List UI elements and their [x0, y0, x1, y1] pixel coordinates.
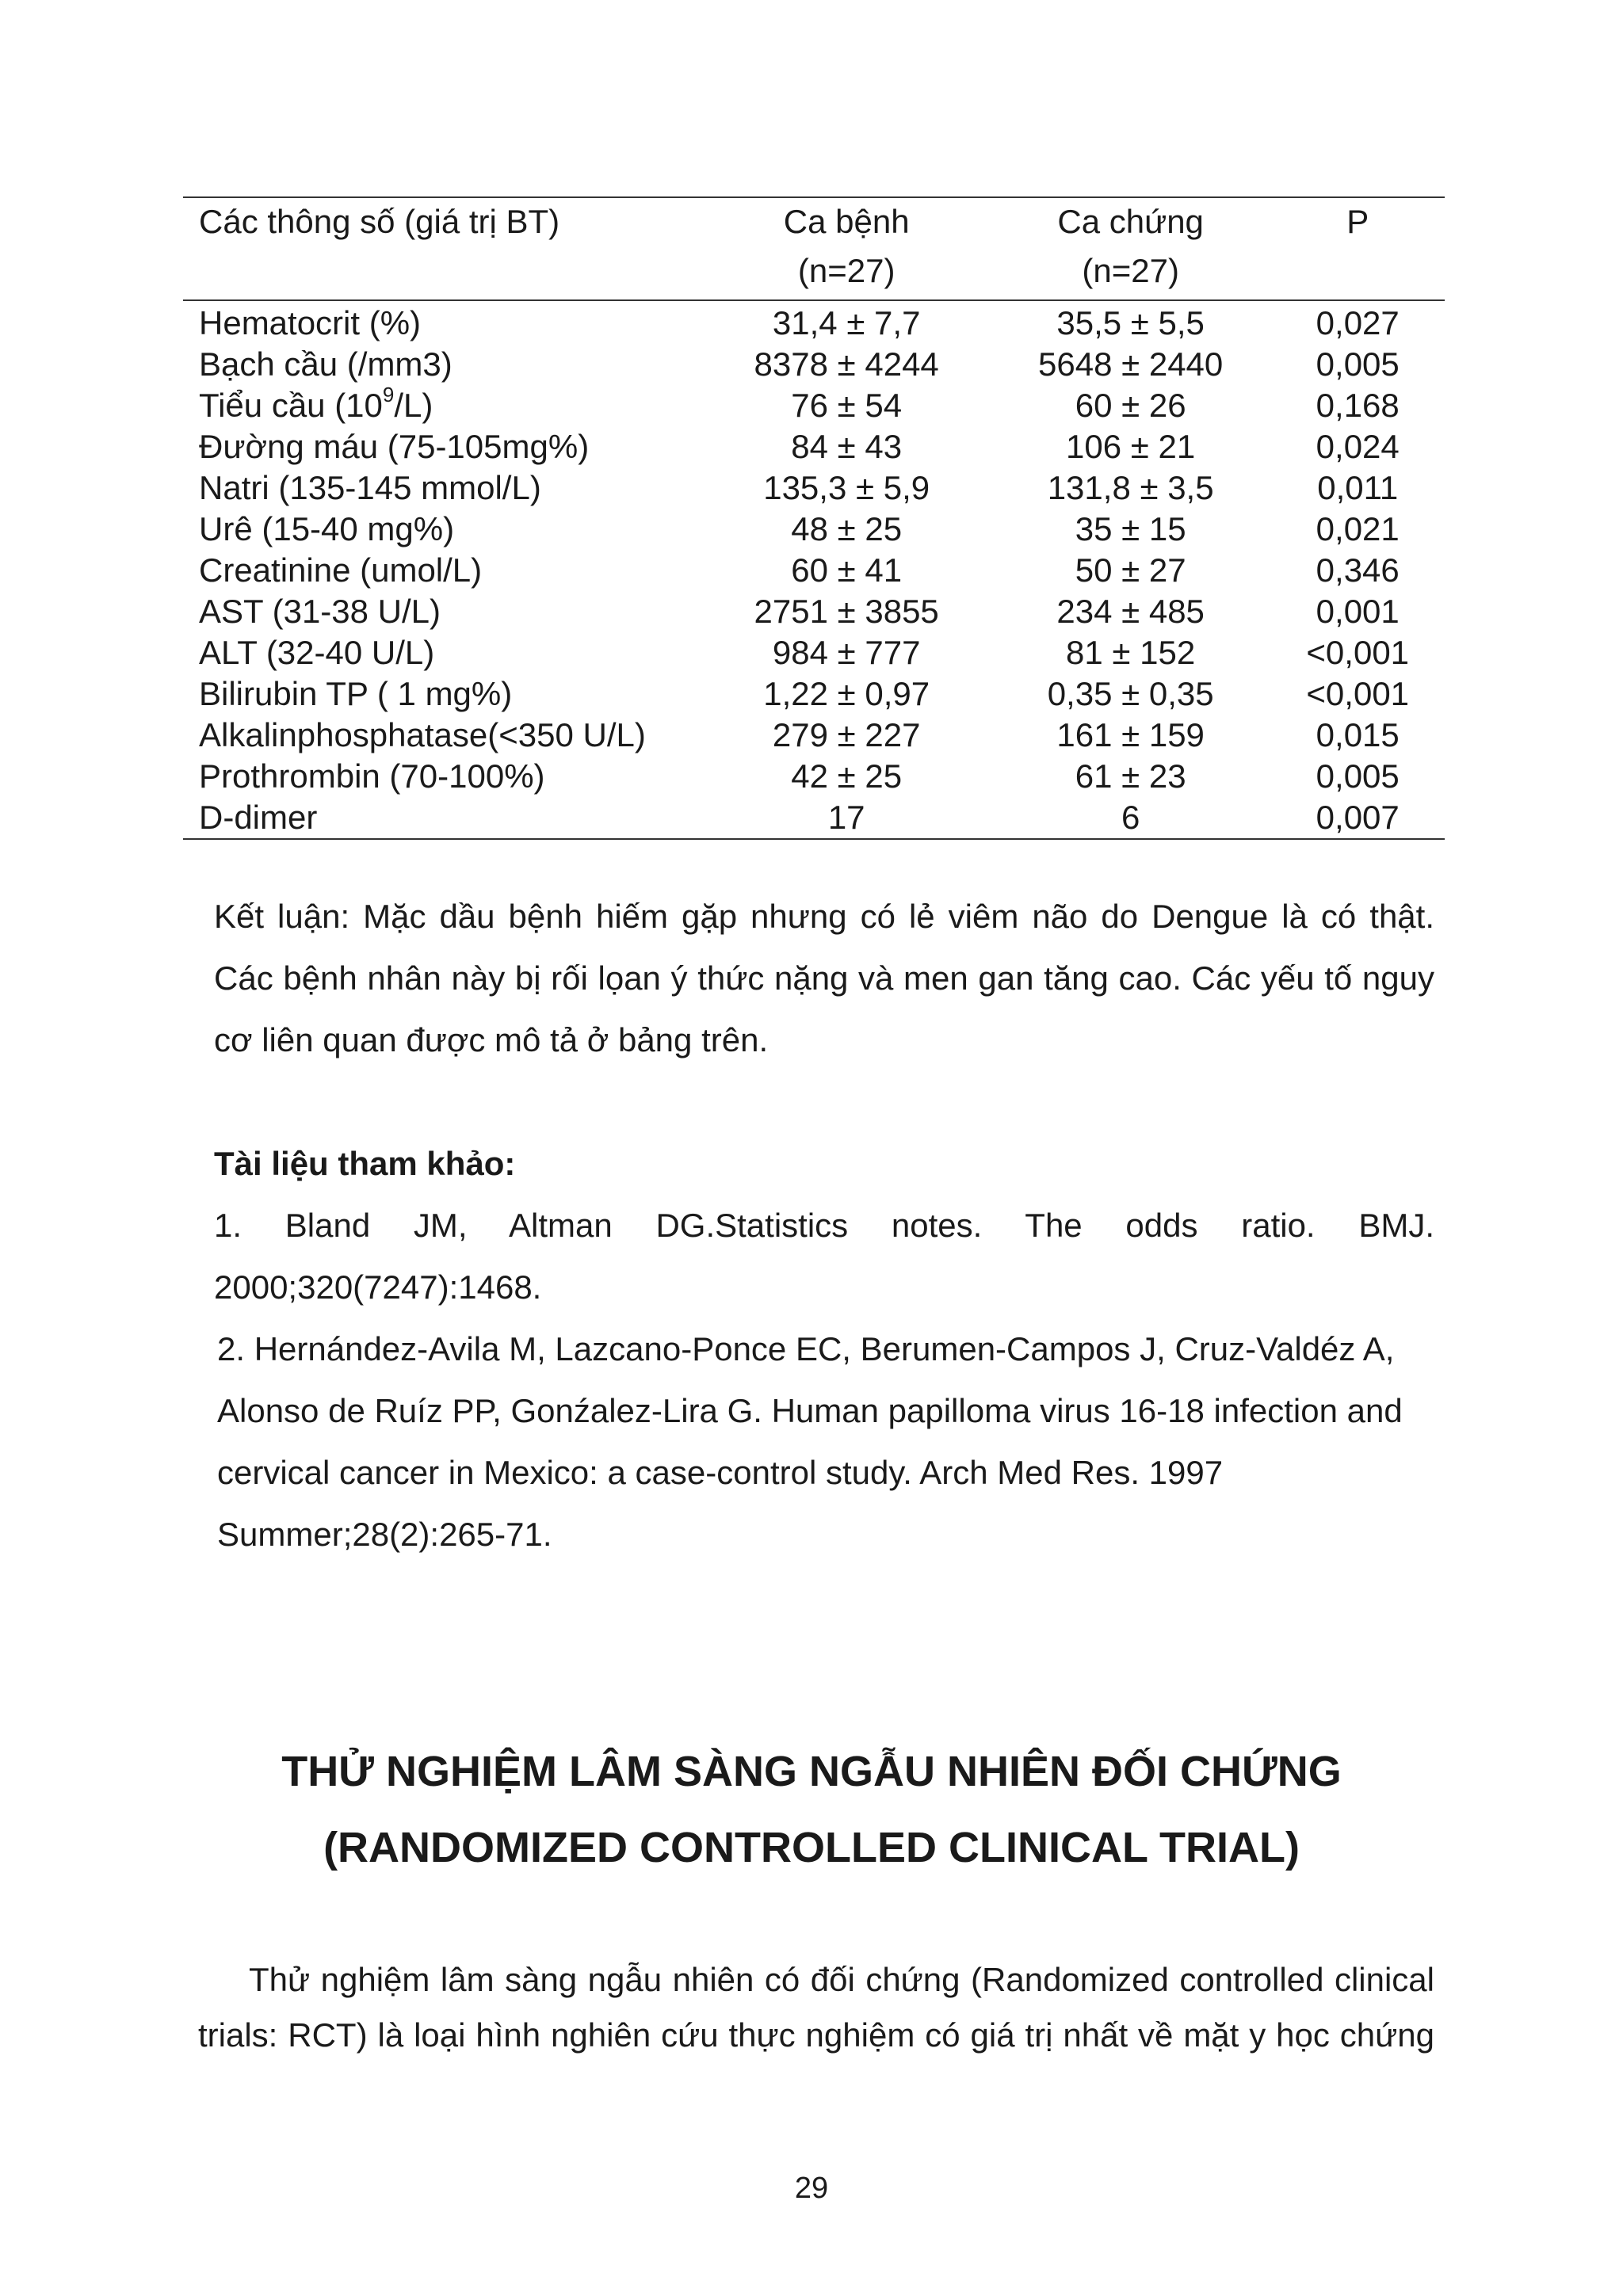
- p-cell: 0,168: [1316, 387, 1400, 424]
- case-cell: 984 ± 777: [772, 634, 921, 671]
- p-cell: 0,027: [1316, 304, 1400, 341]
- param-cell: Đường máu (75-105mg%): [199, 428, 590, 465]
- table-row: [183, 426, 1445, 467]
- table-row: [183, 797, 1445, 839]
- case-cell: 31,4 ± 7,7: [772, 304, 921, 341]
- table-row: [183, 756, 1445, 797]
- case-cell: 48 ± 25: [791, 510, 903, 547]
- header-case: Ca bệnh: [783, 203, 910, 240]
- p-cell: <0,001: [1306, 634, 1410, 671]
- table-row: [183, 385, 1445, 426]
- param-prefix: Tiểu cầu (10: [199, 387, 383, 424]
- p-cell: 0,007: [1316, 799, 1400, 836]
- p-cell: 0,024: [1316, 428, 1400, 465]
- p-cell: 0,011: [1317, 469, 1399, 506]
- header-parameter-blank: [183, 250, 703, 300]
- param-cell: Hematocrit (%): [199, 304, 422, 341]
- param-cell: D-dimer: [199, 799, 318, 836]
- table-row: [183, 715, 1445, 756]
- case-cell: 8378 ± 4244: [754, 345, 939, 383]
- control-cell: 131,8 ± 3,5: [1047, 469, 1214, 506]
- section-title-line: (RANDOMIZED CONTROLLED CLINICAL TRIAL): [323, 1824, 1300, 1871]
- section-title: [0, 1733, 1623, 1886]
- param-cell: Prothrombin (70-100%): [199, 757, 545, 795]
- control-cell: 161 ± 159: [1056, 716, 1205, 753]
- control-cell: 234 ± 485: [1056, 593, 1205, 630]
- param-cell: AST (31-38 U/L): [199, 593, 441, 630]
- param-superscript: 9: [382, 383, 395, 406]
- header-p-value: P: [1346, 203, 1369, 240]
- table-header-row-n: [183, 250, 1445, 300]
- table-row: [183, 632, 1445, 673]
- case-cell: 60 ± 41: [791, 551, 903, 589]
- param-cell: Natri (135-145 mmol/L): [199, 469, 541, 506]
- case-cell: 2751 ± 3855: [754, 593, 939, 630]
- page-number: 29: [794, 2172, 829, 2205]
- conclusion-paragraph: Kết luận: Mặc dầu bệnh hiếm gặp nhưng có lẻ viêm não do Dengue là có thật. Các bệnh nhân này bị rối lọan ý thức nặng và men gan tăng cao. Các yếu tố nguy cơ liên quan được mô tả ở bảng trên.: [214, 898, 1434, 1058]
- header-control: Ca chứng: [1057, 203, 1204, 240]
- case-cell: 1,22 ± 0,97: [763, 675, 930, 712]
- control-cell: 61 ± 23: [1075, 757, 1186, 795]
- control-cell: 35,5 ± 5,5: [1056, 304, 1205, 341]
- header-control-n: (n=27): [1082, 252, 1179, 289]
- case-cell: 84 ± 43: [791, 428, 903, 465]
- p-cell: <0,001: [1306, 675, 1410, 712]
- control-cell: 0,35 ± 0,35: [1047, 675, 1214, 712]
- p-cell: 0,005: [1316, 757, 1400, 795]
- param-cell: Urê (15-40 mg%): [199, 510, 455, 547]
- param-cell: ALT (32-40 U/L): [199, 634, 435, 671]
- control-cell: 6: [1121, 799, 1140, 836]
- control-cell: 60 ± 26: [1075, 387, 1186, 424]
- lab-parameters-table: [183, 196, 1445, 840]
- table-row: [183, 467, 1445, 509]
- intro-paragraph: Thử nghiệm lâm sàng ngẫu nhiên có đối chứng (Randomized controlled clinical trials: RCT) là loại hình nghiên cứu thực nghiệm có giá trị nhất về mặt y học chứng: [198, 1961, 1434, 2054]
- header-parameter: Các thông số (giá trị BT): [199, 203, 560, 240]
- table-row: [183, 509, 1445, 550]
- case-cell: 17: [827, 799, 865, 836]
- reference-item: 1. Bland JM, Altman DG.Statistics notes. The odds ratio. BMJ. 2000;320(7247):1468.: [214, 1207, 1434, 1306]
- p-cell: 0,346: [1316, 551, 1400, 589]
- param-cell: Creatinine (umol/L): [199, 551, 483, 589]
- section-title-line: THỬ NGHIỆM LÂM SÀNG NGẪU NHIÊN ĐỐI CHỨNG: [281, 1748, 1342, 1795]
- param-cell: Alkalinphosphatase(<350 U/L): [199, 716, 646, 753]
- header-p-blank: [1270, 250, 1445, 300]
- p-cell: 0,005: [1316, 345, 1400, 383]
- case-cell: 76 ± 54: [791, 387, 903, 424]
- p-cell: 0,015: [1316, 716, 1400, 753]
- param-cell: Bilirubin TP ( 1 mg%): [199, 675, 513, 712]
- reference-item: 2. Hernández-Avila M, Lazcano-Ponce EC, Berumen-Campos J, Cruz-Valdéz A, Alonso de Ruíz PP, Gonźalez-Lira G. Human papilloma virus 16-18 infection and cervical cancer in Mexico: a case-control study. Arch Med Res. 1997 Summer;28(2):265-71.: [217, 1330, 1403, 1553]
- case-cell: 135,3 ± 5,9: [763, 469, 930, 506]
- param-cell: Bạch cầu (/mm3): [199, 345, 453, 383]
- table-header-row: [183, 197, 1445, 250]
- table-row: [183, 300, 1445, 344]
- table-row: [183, 591, 1445, 632]
- param-suffix: /L): [394, 387, 433, 424]
- control-cell: 81 ± 152: [1066, 634, 1196, 671]
- p-cell: 0,021: [1316, 510, 1400, 547]
- references-heading: Tài liệu tham khảo:: [214, 1145, 516, 1182]
- case-cell: 279 ± 227: [772, 716, 921, 753]
- case-cell: 42 ± 25: [791, 757, 903, 795]
- table-row: [183, 550, 1445, 591]
- table-row: [183, 344, 1445, 385]
- param-cell: [183, 385, 703, 426]
- control-cell: 35 ± 15: [1075, 510, 1186, 547]
- control-cell: 50 ± 27: [1075, 551, 1186, 589]
- control-cell: 106 ± 21: [1066, 428, 1196, 465]
- table-row: [183, 673, 1445, 715]
- control-cell: 5648 ± 2440: [1038, 345, 1224, 383]
- p-cell: 0,001: [1316, 593, 1400, 630]
- header-case-n: (n=27): [797, 252, 896, 289]
